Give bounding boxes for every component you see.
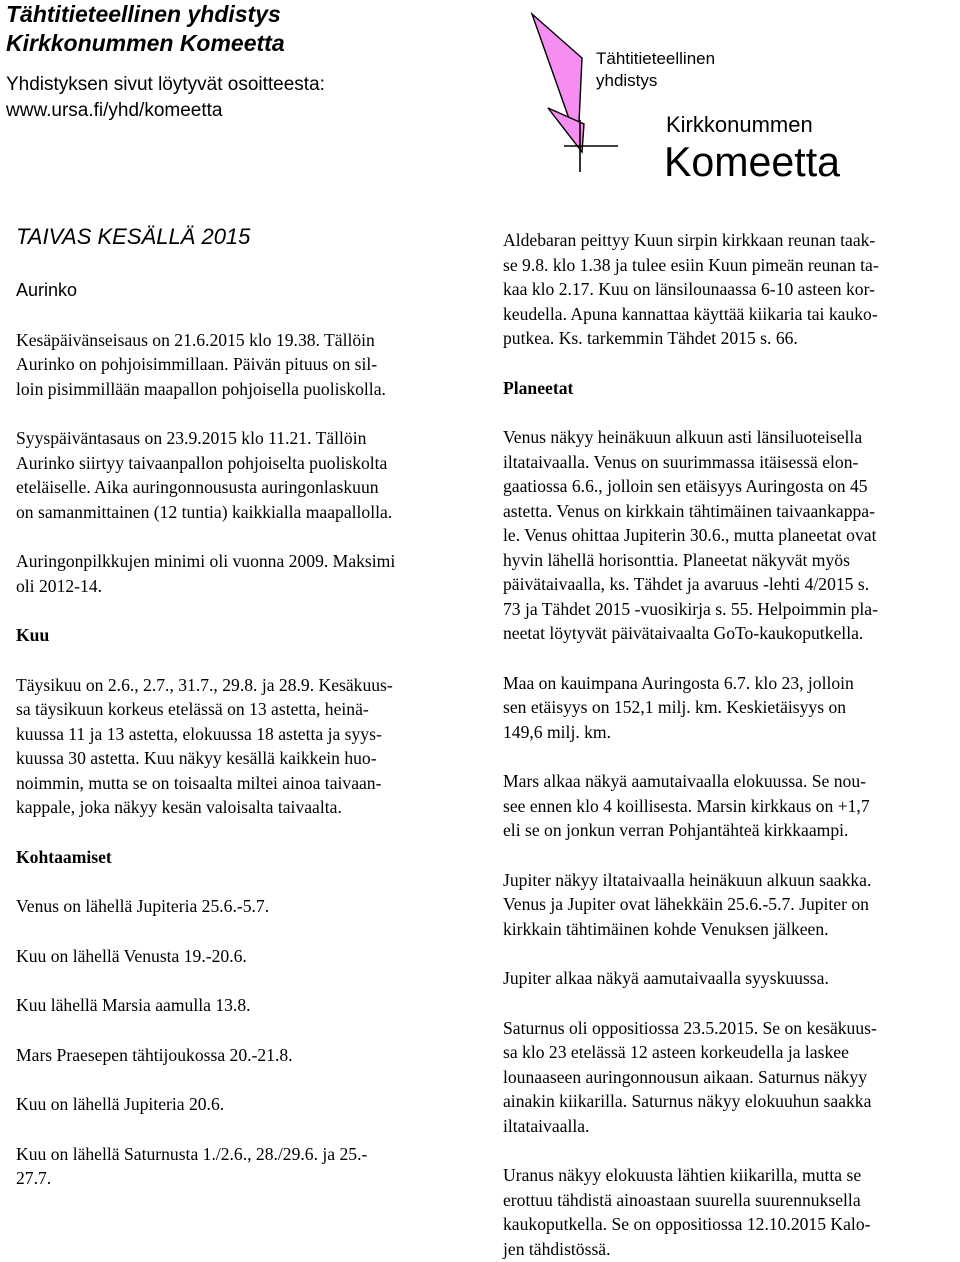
text-line: Uranus näkyy elokuusta lähtien kiikarilla, mutta se	[503, 1165, 862, 1185]
paragraph-aldebaran	[503, 228, 951, 351]
paragraph-sunspots	[16, 549, 462, 598]
event-item	[16, 894, 462, 919]
text-line: 73 ja Tähdet 2015 -vuosikirja s. 55. Helpoimmin pla-	[503, 598, 878, 619]
section-heading-kuu: Kuu	[16, 625, 50, 645]
paragraph-saturn	[503, 1016, 951, 1139]
text-line: iltataivaalla. Venus on suurimmassa itäisessä elon-	[503, 451, 859, 472]
event-item	[16, 1142, 462, 1191]
paragraph-venus	[503, 425, 951, 646]
text-line: noimmin, mutta se on toisaalta miltei ainoa taivaan-	[16, 772, 382, 793]
text-line: iltataivaalla.	[503, 1115, 590, 1136]
event-line: Kuu lähellä Marsia aamulla 13.8.	[16, 995, 251, 1015]
text-line: Mars alkaa näkyä aamutaivaalla elokuussa. Se nou-	[503, 771, 866, 791]
text-line: kuussa 11 ja 13 astetta, elokuussa 18 astetta ja syys-	[16, 723, 382, 744]
text-line: keudella. Apuna kannattaa käyttää kiikaria tai kauko-	[503, 303, 878, 324]
text-line: Jupiter näkyy iltataivaalla heinäkuun alkuun saakka.	[503, 869, 872, 890]
text-line: le. Venus ohittaa Jupiterin 30.6., mutta planeetat ovat	[503, 525, 877, 545]
logo-line-4: Komeetta	[664, 138, 841, 185]
paragraph-uranus	[503, 1163, 951, 1261]
website-note	[6, 72, 325, 124]
text-line: Aurinko on pohjoisimmillaan. Päivän pituus on sil-	[16, 354, 378, 374]
logo-line-3: Kirkkonummen	[666, 112, 813, 137]
text-line: Täysikuu on 2.6., 2.7., 31.7., 29.8. ja 28.9. Kesäkuus-	[16, 674, 393, 695]
event-item	[16, 1092, 462, 1117]
text-line: erottuu tähdistä ainoastaan suurella suurennuksella	[503, 1189, 861, 1210]
text-line: jen tähdistössä.	[503, 1238, 611, 1259]
event-line: Venus on lähellä Jupiteria 25.6.-5.7.	[16, 896, 270, 916]
paragraph-autumn-equinox	[16, 426, 462, 524]
event-line: 27.7.	[16, 1168, 52, 1188]
text-line: see ennen klo 4 koillisesta. Marsin kirkkaus on +1,7	[503, 795, 870, 816]
paragraph-summer-solstice	[16, 328, 462, 402]
logo-line-1: Tähtitieteellinen	[596, 49, 716, 68]
title-line-2: Kirkkonummen Komeetta	[6, 30, 285, 56]
text-line: Auringonpilkkujen minimi oli vuonna 2009. Maksimi	[16, 551, 396, 571]
text-line: kaukoputkella. Se on oppositiossa 12.10.2015 Kalo-	[503, 1214, 871, 1234]
text-line: lounaaseen auringonnousun aikaan. Saturnus näkyy	[503, 1066, 868, 1087]
text-line: päivätaivaalla, ks. Tähdet ja avaruus -lehti 4/2015 s.	[503, 574, 870, 594]
event-item	[16, 1043, 462, 1068]
text-line: Venus näkyy heinäkuun alkuun asti länsiluoteisella	[503, 427, 863, 447]
text-line: Kesäpäivänseisaus on 21.6.2015 klo 19.38. Tällöin	[16, 329, 375, 350]
text-line: sen etäisyys on 152,1 milj. km. Keskietäisyys on	[503, 697, 847, 717]
text-line: eteläiselle. Aika auringonnoususta auringonlaskuun	[16, 477, 379, 497]
text-line: neetat löytyvät päivätaivaalta GoTo-kaukoputkella.	[503, 623, 864, 643]
section-heading-planeetat: Planeetat	[503, 377, 574, 398]
event-line: Mars Praesepen tähtijoukossa 20.-21.8.	[16, 1044, 293, 1065]
event-line: Kuu on lähellä Jupiteria 20.6.	[16, 1094, 225, 1114]
paragraph-mars	[503, 769, 951, 843]
section-heading-aurinko: Aurinko	[16, 280, 78, 300]
text-line: se 9.8. klo 1.38 ja tulee esiin Kuun pimeän reunan ta-	[503, 254, 879, 275]
text-line: Saturnus oli oppositiossa 23.5.2015. Se on kesäkuus-	[503, 1017, 877, 1038]
text-line: Jupiter alkaa näkyä aamutaivaalla syyskuussa.	[503, 968, 829, 988]
text-line: sa klo 23 etelässä 12 asteen korkeudella ja laskee	[503, 1042, 849, 1062]
paragraph-earth	[503, 671, 951, 745]
page-title: TAIVAS KESÄLLÄ 2015	[16, 224, 251, 249]
text-line: sa täysikuun korkeus etelässä on 13 astetta, heinä-	[16, 699, 369, 719]
text-line: loin pisimmillään maapallon pohjoisella puoliskolla.	[16, 378, 386, 399]
left-column	[16, 278, 462, 1191]
event-line: Kuu on lähellä Venusta 19.-20.6.	[16, 945, 247, 966]
text-line: ainakin kiikarilla. Saturnus näkyy elokuuhun saakka	[503, 1091, 872, 1111]
text-line: kappale, joka näkyy kesän valoisalta taivaalta.	[16, 797, 342, 817]
title-line-1: Tähtitieteellinen yhdistys	[6, 1, 281, 27]
event-item	[16, 993, 462, 1018]
text-line: Syyspäiväntasaus on 23.9.2015 klo 11.21. Tällöin	[16, 428, 367, 448]
right-column	[503, 228, 951, 1261]
text-line: kirkkain tähtimäinen kohde Venuksen jälkeen.	[503, 918, 829, 939]
event-item	[16, 944, 462, 969]
text-line: kaa klo 2.17. Kuu on länsilounaassa 6-10 asteen kor-	[503, 279, 875, 299]
paragraph-full-moon	[16, 673, 462, 820]
text-line: Aurinko siirtyy taivaanpallon pohjoiselta puoliskolta	[16, 452, 388, 473]
text-line: astetta. Venus on kirkkain tähtimäinen taivaankappa-	[503, 500, 875, 521]
text-line: eli se on jonkun verran Pohjantähteä kirkkaampi.	[503, 820, 849, 840]
paragraph-jupiter-morning	[503, 966, 951, 991]
website-text: Yhdistyksen sivut löytyvät osoitteesta:	[6, 74, 325, 95]
komeetta-logo	[520, 0, 850, 200]
website-url: www.ursa.fi/yhd/komeetta	[6, 100, 223, 121]
text-line: hyvin lähellä horisonttia. Planeetat näkyvät myös	[503, 549, 850, 570]
section-heading-kohtaamiset: Kohtaamiset	[16, 846, 112, 867]
text-line: gaatiossa 6.6., jolloin sen etäisyys Auringosta on 45	[503, 476, 868, 496]
organization-title	[6, 0, 285, 58]
paragraph-jupiter-evening	[503, 868, 951, 942]
text-line: Venus ja Jupiter ovat lähekkäin 25.6.-5.7. Jupiter on	[503, 894, 869, 914]
text-line: on samanmittainen (12 tuntia) kaikkialla maapallolla.	[16, 501, 393, 522]
text-line: Aldebaran peittyy Kuun sirpin kirkkaan reunan taak-	[503, 230, 876, 250]
event-list	[16, 894, 462, 1191]
text-line: 149,6 milj. km.	[503, 721, 612, 742]
text-line: Maa on kauimpana Auringosta 6.7. klo 23, jolloin	[503, 672, 854, 693]
event-line: Kuu on lähellä Saturnusta 1./2.6., 28./29.6. ja 25.-	[16, 1143, 368, 1164]
text-line: putkea. Ks. tarkemmin Tähdet 2015 s. 66.	[503, 328, 798, 348]
text-line: kuussa 30 astetta. Kuu näkyy kesällä kaikkein huo-	[16, 748, 377, 768]
text-line: oli 2012-14.	[16, 575, 103, 596]
logo-line-2: yhdistys	[596, 71, 658, 90]
